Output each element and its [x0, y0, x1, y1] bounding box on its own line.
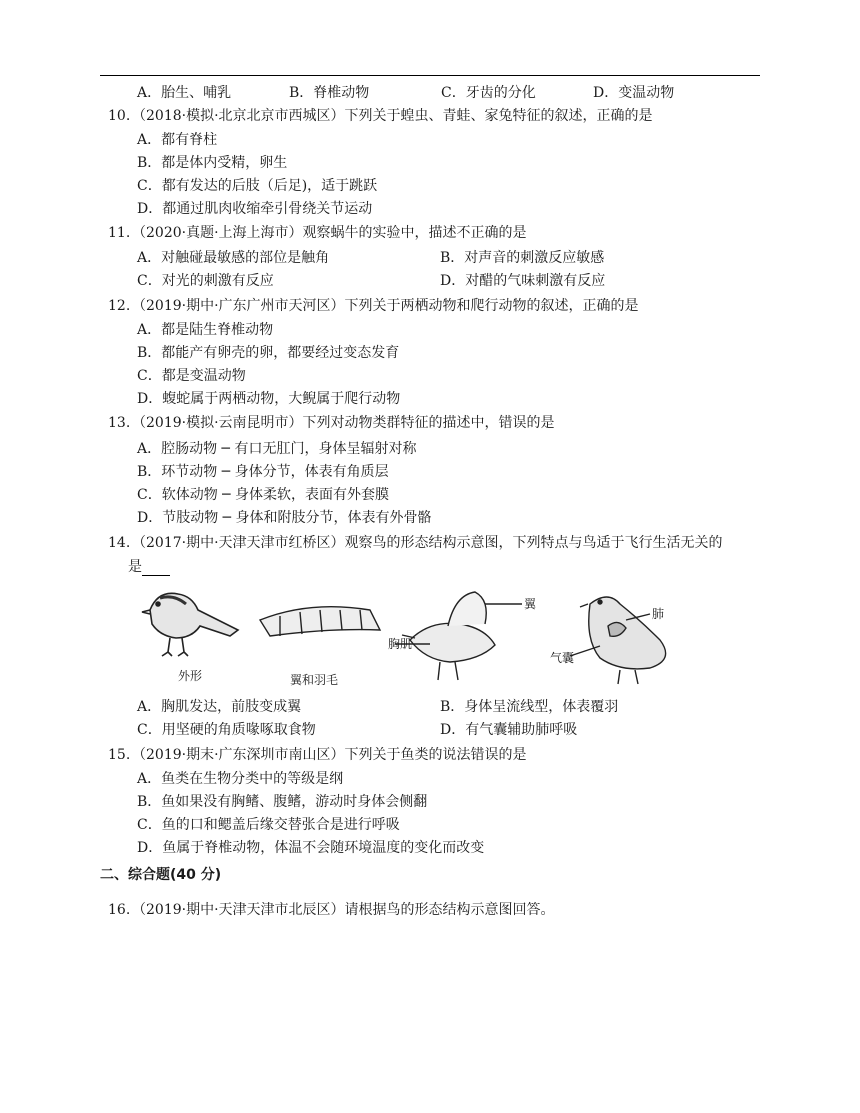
- q12-stem: （2019·期中·广东广州市天河区）下列关于两栖动物和爬行动物的叙述，正确的是: [132, 298, 639, 314]
- q11-option-a: A．对触碰最敏感的部位是触角: [137, 250, 330, 266]
- q14-stem-cont: [128, 558, 170, 576]
- q11-option-c: C．对光的刺激有反应: [137, 273, 274, 289]
- q14-option-c: C．用坚硬的角质喙啄取食物: [137, 722, 316, 738]
- q14-stem: （2017·期中·天津天津市红桥区）观察鸟的形态结构示意图，下列特点与鸟适于飞行生活无关的: [132, 535, 723, 551]
- figure-label-wing: 翼: [524, 597, 537, 611]
- q15-option-c: C．鱼的口和鳃盖后缘交替张合是进行呼吸: [137, 817, 400, 833]
- q14-options-row2: [137, 721, 577, 739]
- figure-label-wing-feathers: 翼和羽毛: [290, 673, 339, 687]
- q10-option-b: B．都是体内受精，卵生: [137, 155, 288, 171]
- q11-option-d: D．对醋的气味刺激有反应: [440, 273, 606, 289]
- q13-number: 13.: [108, 415, 131, 431]
- q13-stem: （2019·模拟·云南昆明市）下列对动物类群特征的描述中，错误的是: [132, 415, 555, 431]
- q13-option-b: B．环节动物 ─ 身体分节，体表有角质层: [137, 464, 389, 480]
- q15-option-b: B．鱼如果没有胸鳍、腹鳍，游动时身体会侧翻: [137, 794, 428, 810]
- header-rule: [100, 75, 760, 76]
- flight-muscle-illustration: [395, 592, 522, 680]
- figure-label-lung: 肺: [652, 607, 665, 621]
- q14-stem-cont-text: 是: [128, 559, 142, 575]
- q15-option-a: A．鱼类在生物分类中的等级是纲: [137, 771, 344, 787]
- q14-option-d: D．有气囊辅助肺呼吸: [440, 722, 578, 738]
- q10-option-d: D．都通过肌肉收缩牵引骨绕关节运动: [137, 201, 373, 217]
- q13-option-c: C．软体动物 ─ 身体柔软，表面有外套膜: [137, 487, 390, 503]
- q14-options-row1: [137, 698, 618, 716]
- q16-stem: （2019·期中·天津天津市北辰区）请根据鸟的形态结构示意图回答。: [132, 902, 555, 918]
- q9-option-a: A．胎生、哺乳: [137, 85, 232, 101]
- q12-option-a: A．都是陆生脊椎动物: [137, 322, 274, 338]
- answer-blank[interactable]: [142, 561, 170, 576]
- q11-options-row2: [137, 272, 605, 290]
- q15-number: 15.: [108, 747, 131, 763]
- q13-option-d: D．节肢动物 ─ 身体和附肢分节，体表有外骨骼: [137, 510, 432, 526]
- figure-label-pectoral-muscle: 胸肌: [388, 637, 413, 651]
- q9-option-d: D．变温动物: [593, 85, 675, 101]
- q11-number: 11.: [108, 225, 131, 241]
- figure-label-air-sac: 气囊: [550, 651, 575, 665]
- q10-option-c: C．都有发达的后肢（后足)，适于跳跃: [137, 178, 378, 194]
- q9-option-b: B．脊椎动物: [289, 85, 370, 101]
- q15-stem: （2019·期末·广东深圳市南山区）下列关于鱼类的说法错误的是: [132, 747, 527, 763]
- q14-option-a: A．胸肌发达，前肢变成翼: [137, 699, 302, 715]
- q14-number: 14.: [108, 535, 131, 551]
- q11-stem: （2020·真题·上海上海市）观察蜗牛的实验中，描述不正确的是: [132, 225, 527, 241]
- q11-options-row1: [137, 249, 604, 267]
- q15-option-d: D．鱼属于脊椎动物，体温不会随环境温度的变化而改变: [137, 840, 485, 856]
- figure-label-exterior: 外形: [178, 669, 203, 683]
- q10-number: 10.: [108, 108, 131, 124]
- section-heading: 二、综合题(40 分): [100, 867, 222, 883]
- q13-option-a: A．腔肠动物 ─ 有口无肛门，身体呈辐射对称: [137, 441, 417, 457]
- bird-structure-figure: [130, 580, 710, 690]
- q12-option-d: D．蝮蛇属于两栖动物，大鲵属于爬行动物: [137, 391, 401, 407]
- q16-number: 16.: [108, 902, 131, 918]
- q11-option-b: B．对声音的刺激反应敏感: [440, 250, 605, 266]
- q14-option-b: B．身体呈流线型，体表覆羽: [440, 699, 619, 715]
- q12-number: 12.: [108, 298, 131, 314]
- wing-feathers-illustration: [260, 607, 380, 636]
- q10-stem: （2018·模拟·北京北京市西城区）下列关于蝗虫、青蛙、家兔特征的叙述，正确的是: [132, 108, 653, 124]
- bird-exterior-illustration: [142, 593, 238, 656]
- q12-option-b: B．都能产有卵壳的卵，都要经过变态发育: [137, 345, 400, 361]
- q9-option-c: C．牙齿的分化: [441, 85, 536, 101]
- q12-option-c: C．都是变温动物: [137, 368, 246, 384]
- q10-option-a: A．都有脊柱: [137, 132, 218, 148]
- q9-options: [137, 82, 757, 102]
